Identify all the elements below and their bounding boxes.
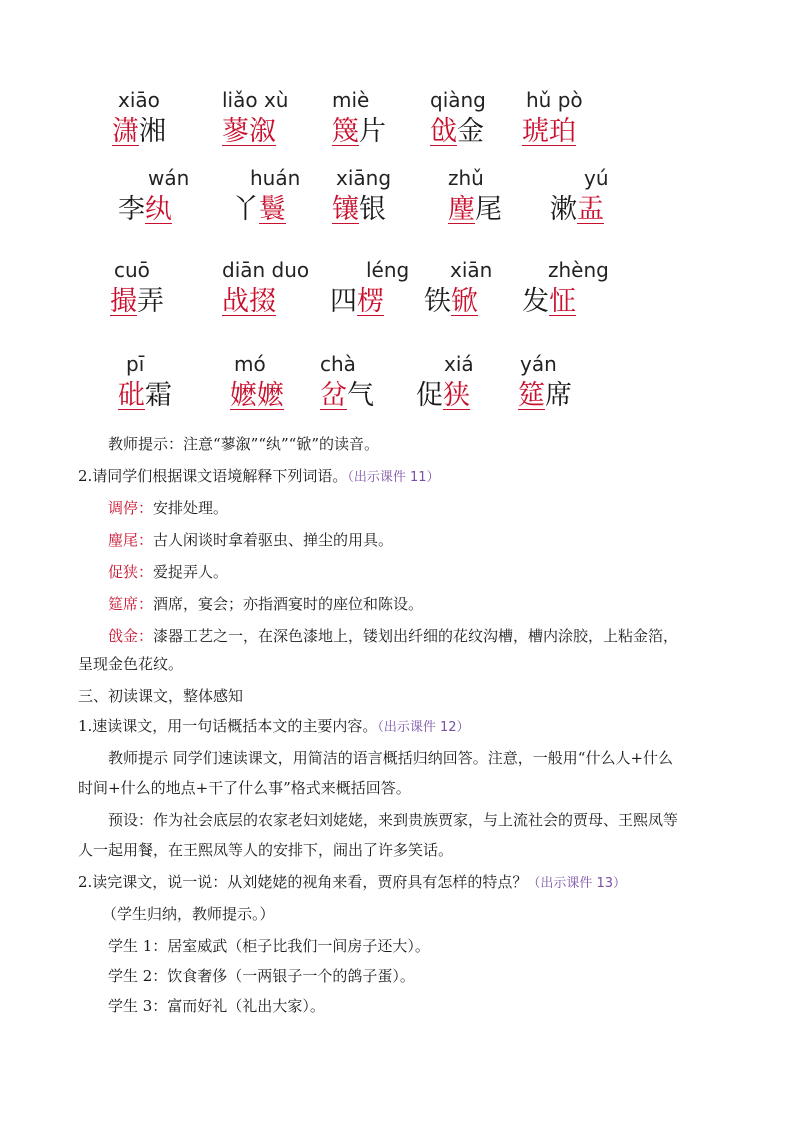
vocab-context-char: 李 — [118, 194, 145, 225]
vocab-context-char: 丫 — [232, 194, 259, 225]
vocabulary-grid — [0, 0, 794, 420]
definition-text: 漆器工艺之一，在深色漆地上，镂划出纤细的花纹沟槽，槽内涂胶，上粘金箔， — [153, 627, 679, 645]
pinyin-label: zhèng — [548, 258, 609, 282]
definition-text: 安排处理。 — [153, 499, 229, 517]
vocab-target-char: 琥珀 — [522, 116, 576, 147]
section-3-heading: 三、初读课文，整体感知 — [78, 687, 244, 705]
vocab-context-char: 金 — [457, 116, 484, 147]
vocab-context-char: 铁 — [424, 286, 451, 317]
vocab-context-char: 促 — [416, 380, 443, 411]
vocab-context-char: 气 — [347, 380, 374, 411]
vocab-word — [320, 380, 374, 412]
vocab-context-char: 银 — [359, 194, 386, 225]
question-2-heading — [78, 466, 440, 488]
vocab-word — [330, 286, 384, 318]
pinyin-label: miè — [332, 88, 370, 112]
pinyin-label: cuō — [114, 258, 150, 282]
vocab-target-char: 怔 — [549, 286, 576, 317]
preset-answer-line2: 人一起用餐，在王熙凤等人的安排下，闹出了许多笑话。 — [78, 841, 454, 859]
vocab-word — [222, 116, 276, 148]
student-intro: （学生归纳，教师提示。） — [102, 905, 275, 923]
vocab-row — [0, 166, 794, 246]
vocab-word — [424, 286, 478, 318]
vocab-word — [522, 116, 576, 148]
courseware-ref-12: （出示课件 12） — [377, 720, 470, 735]
teacher-tip-pronunciation: 教师提示：注意“蓼溆”“纨”“锨”的读音。 — [108, 435, 380, 453]
vocab-word — [232, 194, 286, 226]
definition-item — [108, 530, 393, 550]
vocab-context-char: 四 — [330, 286, 357, 317]
preset-answer-line1: 预设：作为社会底层的农家老妇刘姥姥，来到贵族贾家，与上流社会的贾母、王熙凤等 — [108, 811, 679, 829]
pinyin-label: yán — [520, 352, 557, 376]
vocab-context-char: 席 — [545, 380, 572, 411]
vocab-word — [550, 194, 604, 226]
definition-term: 戗金： — [108, 627, 154, 645]
vocab-word — [522, 286, 576, 318]
pinyin-label: xiá — [444, 352, 474, 376]
question-3-1-heading — [78, 716, 470, 738]
vocab-target-char: 战掇 — [222, 286, 276, 317]
teacher-tip-summary-line2: 时间+什么的地点+干了什么事”格式来概括回答。 — [78, 779, 411, 797]
vocab-word — [448, 194, 502, 226]
pinyin-label: yú — [584, 166, 609, 190]
vocab-word — [416, 380, 470, 412]
vocab-word — [222, 286, 276, 318]
vocab-word — [230, 380, 284, 412]
definition-continuation: 呈现金色花纹。 — [78, 655, 184, 673]
vocab-context-char: 弄 — [137, 286, 164, 317]
vocab-context-char: 湘 — [139, 116, 166, 147]
vocab-context-char: 发 — [522, 286, 549, 317]
question-2-text: 2.请同学们根据课文语境解释下列词语。 — [78, 467, 348, 485]
vocab-target-char: 麈 — [448, 194, 475, 225]
definition-text: 古人闲谈时拿着驱虫、掸尘的用具。 — [153, 531, 394, 549]
vocab-target-char: 筵 — [518, 380, 545, 411]
courseware-ref-11: （出示课件 11） — [347, 470, 440, 485]
pinyin-label: léng — [366, 258, 410, 282]
vocab-word — [110, 286, 164, 318]
pinyin-label: hǔ pò — [526, 88, 583, 112]
definition-term: 筵席： — [108, 595, 154, 613]
vocab-word — [332, 116, 386, 148]
pinyin-label: chà — [320, 352, 356, 376]
vocab-target-char: 戗 — [430, 116, 457, 147]
vocab-context-char: 漱 — [550, 194, 577, 225]
vocab-word — [118, 194, 172, 226]
vocab-target-char: 盂 — [577, 194, 604, 225]
vocab-target-char: 锨 — [451, 286, 478, 317]
teacher-tip-summary-line1: 教师提示 同学们速读课文，用简洁的语言概括归纳回答。注意，一般用“什么人+什么 — [108, 749, 674, 767]
vocab-context-char: 尾 — [475, 194, 502, 225]
vocab-target-char: 潇 — [112, 116, 139, 147]
vocab-target-char: 镶 — [332, 194, 359, 225]
definition-term: 促狭： — [108, 563, 154, 581]
pinyin-label: liǎo xù — [222, 88, 289, 112]
vocab-word — [518, 380, 572, 412]
student-answer-2: 学生 2：饮食奢侈（一两银子一个的鸽子蛋）。 — [108, 967, 415, 985]
question-3-1-text: 1.速读课文，用一句话概括本文的主要内容。 — [78, 717, 378, 735]
vocab-row — [0, 88, 794, 168]
vocab-target-char: 撮 — [110, 286, 137, 317]
pinyin-label: diān duo — [222, 258, 310, 282]
definition-item — [108, 626, 678, 646]
student-answer-3: 学生 3：富而好礼（礼出大家）。 — [108, 997, 325, 1015]
vocab-target-char: 篾 — [332, 116, 359, 147]
pinyin-label: wán — [148, 166, 190, 190]
vocab-word — [332, 194, 386, 226]
pinyin-label: xiāo — [118, 88, 160, 112]
courseware-ref-13: （出示课件 13） — [527, 876, 627, 891]
vocab-row — [0, 258, 794, 338]
definition-item — [108, 498, 228, 518]
definition-term: 麈尾： — [108, 531, 154, 549]
pinyin-label: huán — [250, 166, 301, 190]
vocab-target-char: 嬷嬷 — [230, 380, 284, 411]
vocab-word — [112, 116, 166, 148]
definition-item — [108, 562, 228, 582]
pinyin-label: qiàng — [430, 88, 486, 112]
vocab-target-char: 楞 — [357, 286, 384, 317]
pinyin-label: pī — [126, 352, 145, 376]
vocab-target-char: 岔 — [320, 380, 347, 411]
vocab-context-char: 片 — [359, 116, 386, 147]
vocab-target-char: 狭 — [443, 380, 470, 411]
pinyin-label: mó — [234, 352, 266, 376]
vocab-row — [0, 352, 794, 432]
pinyin-label: xiāng — [336, 166, 392, 190]
vocab-context-char: 霜 — [145, 380, 172, 411]
student-answer-1: 学生 1：居室威武（柜子比我们一间房子还大）。 — [108, 937, 430, 955]
vocab-target-char: 砒 — [118, 380, 145, 411]
definition-term: 调停： — [108, 499, 154, 517]
question-3-2-text: 2.读完课文，说一说：从刘姥姥的视角来看，贾府具有怎样的特点？ — [78, 873, 528, 891]
definition-text: 酒席，宴会；亦指酒宴时的座位和陈设。 — [153, 595, 424, 613]
vocab-word — [430, 116, 484, 148]
definition-text: 爱捉弄人。 — [153, 563, 229, 581]
pinyin-label: zhǔ — [448, 166, 484, 190]
definition-item — [108, 594, 423, 614]
vocab-word — [118, 380, 172, 412]
vocab-target-char: 蓼溆 — [222, 116, 276, 147]
question-3-2-heading — [78, 872, 626, 894]
pinyin-label: xiān — [450, 258, 493, 282]
vocab-target-char: 鬟 — [259, 194, 286, 225]
vocab-target-char: 纨 — [145, 194, 172, 225]
